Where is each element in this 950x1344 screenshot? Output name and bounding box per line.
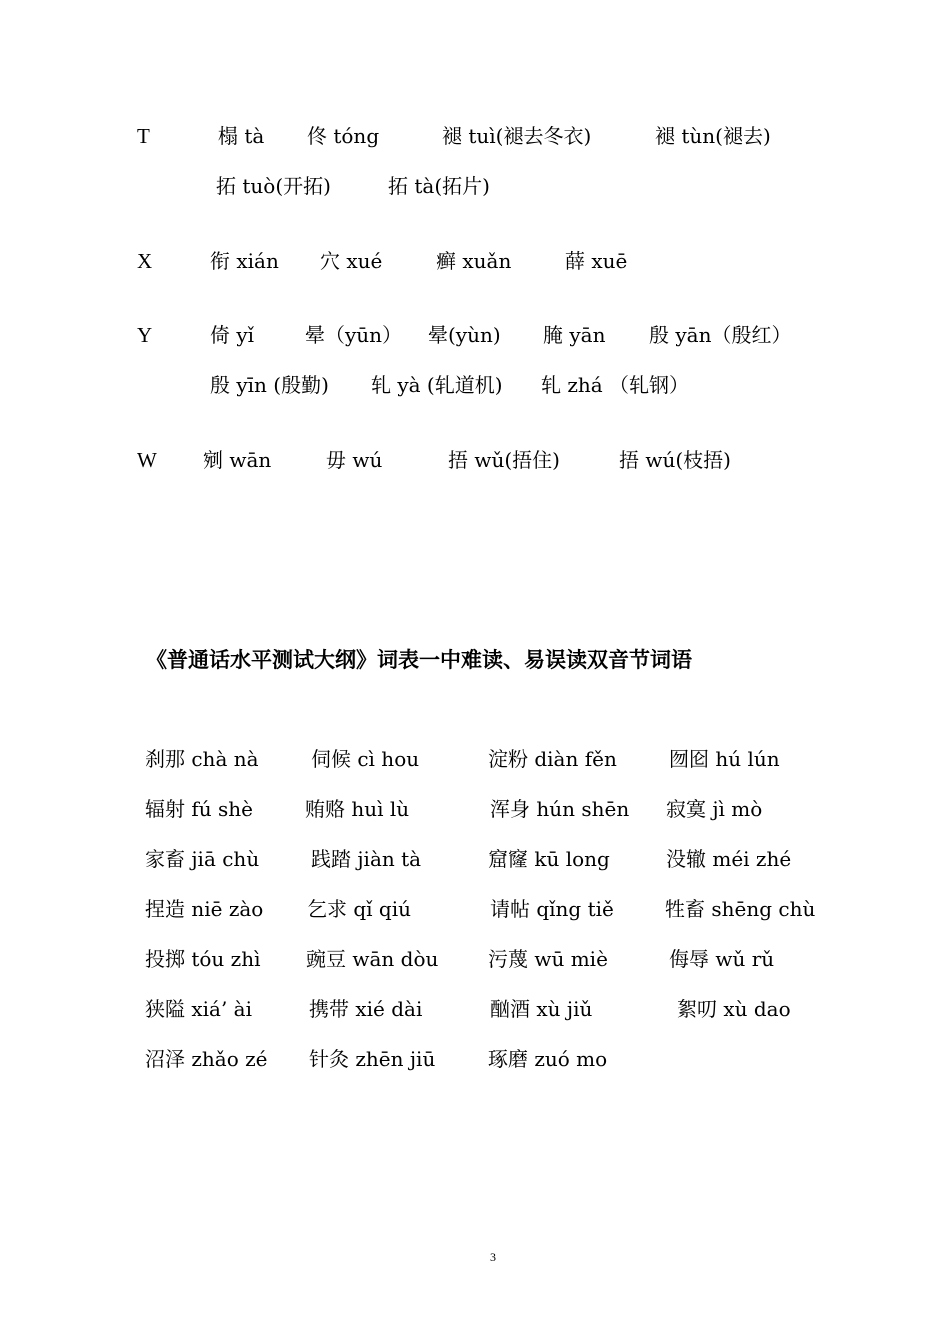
word-entry: 针灸 zhēn jiū xyxy=(309,1047,436,1071)
char-entry: 殷 yīn (殷勤) xyxy=(210,373,329,397)
word-entry: 浑身 hún shēn xyxy=(490,797,630,821)
char-entry: 殷 yān（殷红） xyxy=(649,323,792,347)
section-heading: 《普通话水平测试大纲》词表一中难读、易误读双音节词语 xyxy=(146,648,692,672)
char-entry: 褪 tuì(褪去冬衣) xyxy=(442,124,592,148)
word-entry: 请帖 qǐng tiě xyxy=(490,897,614,921)
char-entry: 轧 zhá （轧钢） xyxy=(541,373,690,397)
word-entry: 践踏 jiàn tà xyxy=(311,847,422,871)
word-entry: 沼泽 zhǎo zé xyxy=(145,1047,268,1071)
word-entry: 没辙 méi zhé xyxy=(666,847,792,871)
section-letter-y: Y xyxy=(137,323,153,347)
word-entry: 寂寞 jì mò xyxy=(666,797,763,821)
word-entry: 携带 xié dài xyxy=(309,997,423,1021)
word-entry: 侮辱 wǔ rǔ xyxy=(669,947,775,971)
word-entry: 捏造 niē zào xyxy=(145,897,264,921)
word-entry: 酗酒 xù jiǔ xyxy=(490,997,593,1021)
char-entry: 捂 wǔ(捂住) xyxy=(448,448,560,472)
char-entry: 拓 tà(拓片) xyxy=(388,174,490,198)
char-entry: 毋 wú xyxy=(326,448,383,472)
word-entry: 污蔑 wū miè xyxy=(488,947,608,971)
word-entry: 淀粉 diàn fěn xyxy=(488,747,617,771)
word-entry: 窟窿 kū long xyxy=(488,847,610,871)
char-entry: 倚 yǐ xyxy=(210,323,255,347)
char-entry: 佟 tóng xyxy=(307,124,380,148)
word-entry: 家畜 jiā chù xyxy=(145,847,260,871)
word-entry: 乞求 qǐ qiú xyxy=(307,897,411,921)
char-entry: 腌 yān xyxy=(543,323,606,347)
char-entry: 褪 tùn(褪去) xyxy=(655,124,771,148)
char-entry: 晕（yūn） xyxy=(305,323,403,347)
char-entry: 晕(yùn) xyxy=(428,323,501,347)
page-number: 3 xyxy=(490,1250,496,1264)
word-entry: 辐射 fú shè xyxy=(145,797,253,821)
word-entry: 伺候 cì hou xyxy=(311,747,420,771)
word-entry: 絮叨 xù dao xyxy=(677,997,791,1021)
section-letter-x: X xyxy=(137,249,153,273)
char-entry: 剜 wān xyxy=(203,448,272,472)
word-entry: 豌豆 wān dòu xyxy=(306,947,439,971)
char-entry: 榻 tà xyxy=(218,124,265,148)
char-entry: 捂 wú(枝捂) xyxy=(619,448,731,472)
char-entry: 薛 xuē xyxy=(565,249,628,273)
char-entry: 癣 xuǎn xyxy=(436,249,512,273)
section-letter-w: W xyxy=(137,448,157,472)
word-entry: 囫囵 hú lún xyxy=(669,747,780,771)
word-entry: 刹那 chà nà xyxy=(145,747,259,771)
char-entry: 衔 xián xyxy=(210,249,279,273)
word-entry: 投掷 tóu zhì xyxy=(145,947,261,971)
word-entry: 牲畜 shēng chù xyxy=(665,897,816,921)
section-letter-t: T xyxy=(137,124,150,148)
word-entry: 琢磨 zuó mo xyxy=(488,1047,608,1071)
char-entry: 拓 tuò(开拓) xyxy=(216,174,331,198)
word-entry: 狭隘 xiá’ ài xyxy=(145,997,252,1021)
char-entry: 穴 xué xyxy=(320,249,383,273)
char-entry: 轧 yà (轧道机) xyxy=(371,373,503,397)
word-entry: 贿赂 huì lù xyxy=(305,797,410,821)
